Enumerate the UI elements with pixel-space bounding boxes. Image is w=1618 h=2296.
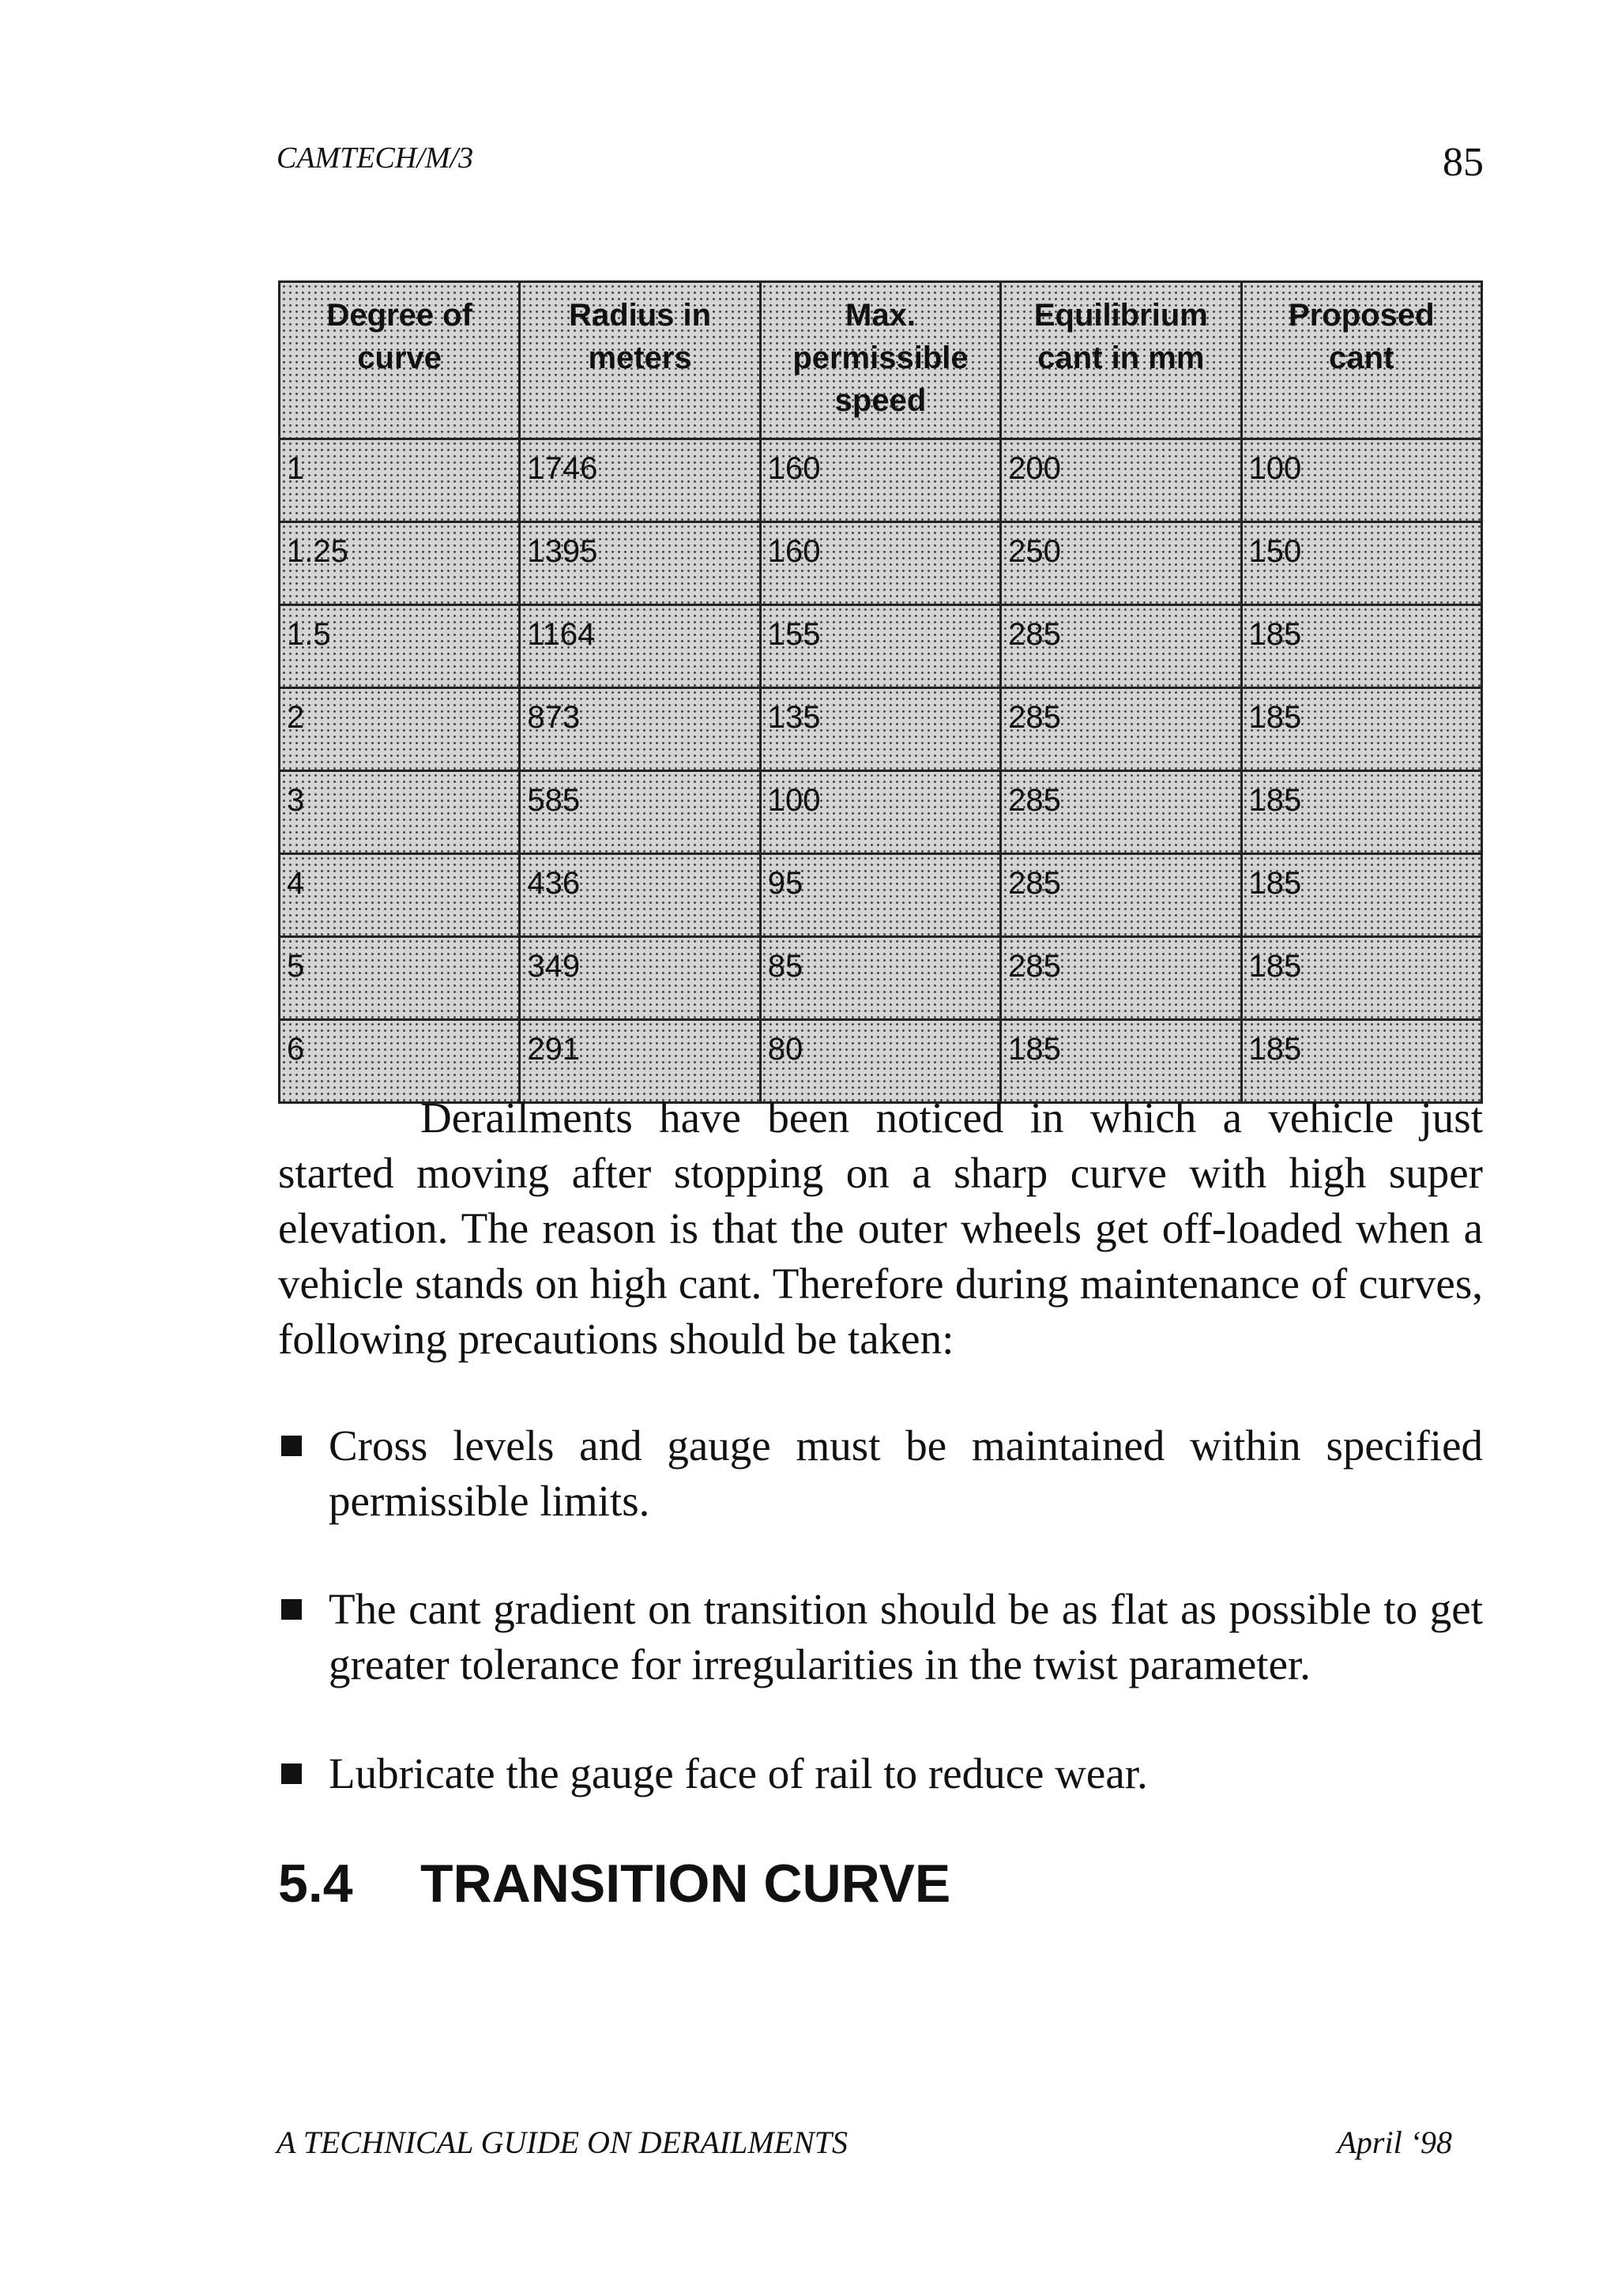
table-cell: 80 — [760, 1020, 1000, 1103]
table-cell: 436 — [520, 854, 760, 937]
table-cell: 1746 — [520, 439, 760, 522]
section-number: 5.4 — [278, 1854, 353, 1914]
column-header-radius: Radius in meters — [520, 282, 760, 439]
running-footer-title: A TECHNICAL GUIDE ON DERAILMENTS — [277, 2125, 849, 2160]
table-cell: 100 — [760, 771, 1000, 854]
body-paragraph: Derailments have been noticed in which a vehicle just started moving after stopping on a sharp curve with high super elevation. The reason is that the outer wheels get off-loaded when a vehicle stands on high cant. Therefore during maintenance of curves, following precautions should be taken: — [278, 1093, 1483, 1363]
table-cell: 285 — [1001, 771, 1241, 854]
table-row — [280, 854, 1482, 937]
bullet-text: Cross levels and gauge must be maintained within specified permissible limits. — [329, 1421, 1483, 1525]
page-number: 85 — [1443, 140, 1484, 185]
table-cell: 200 — [1001, 439, 1241, 522]
column-header-proposed-cant: Proposed cant — [1241, 282, 1481, 439]
table-cell: 285 — [1001, 937, 1241, 1020]
bullet-text: The cant gradient on transition should be as flat as possible to get greater tolerance for irregularities in the twist parameter. — [329, 1585, 1483, 1688]
table-header-row — [280, 282, 1482, 439]
table-cell: 95 — [760, 854, 1000, 937]
table-cell: 285 — [1001, 854, 1241, 937]
table-cell: 1.5 — [280, 605, 520, 688]
square-bullet-icon — [281, 1599, 302, 1620]
curve-cant-table — [278, 280, 1483, 1104]
table-cell: 185 — [1241, 688, 1481, 771]
table-cell: 250 — [1001, 522, 1241, 605]
bullet-item — [278, 1746, 1483, 1801]
section-heading — [278, 1853, 950, 1914]
table-cell: 160 — [760, 522, 1000, 605]
table-cell: 185 — [1241, 854, 1481, 937]
running-footer-date: April ‘98 — [1337, 2125, 1452, 2160]
table-cell: 185 — [1001, 1020, 1241, 1103]
table-cell: 85 — [760, 937, 1000, 1020]
bullet-text: Lubricate the gauge face of rail to reduce wear. — [329, 1749, 1148, 1797]
table-cell: 349 — [520, 937, 760, 1020]
table-cell: 155 — [760, 605, 1000, 688]
table-cell: 6 — [280, 1020, 520, 1103]
running-header: CAMTECH/M/3 — [277, 141, 474, 175]
square-bullet-icon — [281, 1436, 302, 1456]
table-cell: 185 — [1241, 605, 1481, 688]
table-cell: 1395 — [520, 522, 760, 605]
table-cell: 585 — [520, 771, 760, 854]
table-row — [280, 439, 1482, 522]
section-title: TRANSITION CURVE — [420, 1854, 951, 1914]
table-cell: 285 — [1001, 605, 1241, 688]
bullet-item — [278, 1582, 1483, 1692]
table-cell: 291 — [520, 1020, 760, 1103]
column-header-degree: Degree of curve — [280, 282, 520, 439]
table-row — [280, 937, 1482, 1020]
table-cell: 185 — [1241, 1020, 1481, 1103]
table-row — [280, 522, 1482, 605]
table-cell: 5 — [280, 937, 520, 1020]
column-header-equilibrium-cant: Equilibrium cant in mm — [1001, 282, 1241, 439]
table-cell: 3 — [280, 771, 520, 854]
table-cell: 2 — [280, 688, 520, 771]
table-cell: 100 — [1241, 439, 1481, 522]
table-cell: 160 — [760, 439, 1000, 522]
table-row — [280, 771, 1482, 854]
table-cell: 285 — [1001, 688, 1241, 771]
table-cell: 1164 — [520, 605, 760, 688]
table-row — [280, 605, 1482, 688]
table-row — [280, 688, 1482, 771]
table-cell: 150 — [1241, 522, 1481, 605]
column-header-max-speed: Max. permissible speed — [760, 282, 1000, 439]
table-cell: 1 — [280, 439, 520, 522]
square-bullet-icon — [281, 1763, 302, 1784]
bullet-item — [278, 1418, 1483, 1529]
table-cell: 1.25 — [280, 522, 520, 605]
table-cell: 4 — [280, 854, 520, 937]
table-cell: 135 — [760, 688, 1000, 771]
table-cell: 185 — [1241, 771, 1481, 854]
table-cell: 185 — [1241, 937, 1481, 1020]
table-cell: 873 — [520, 688, 760, 771]
